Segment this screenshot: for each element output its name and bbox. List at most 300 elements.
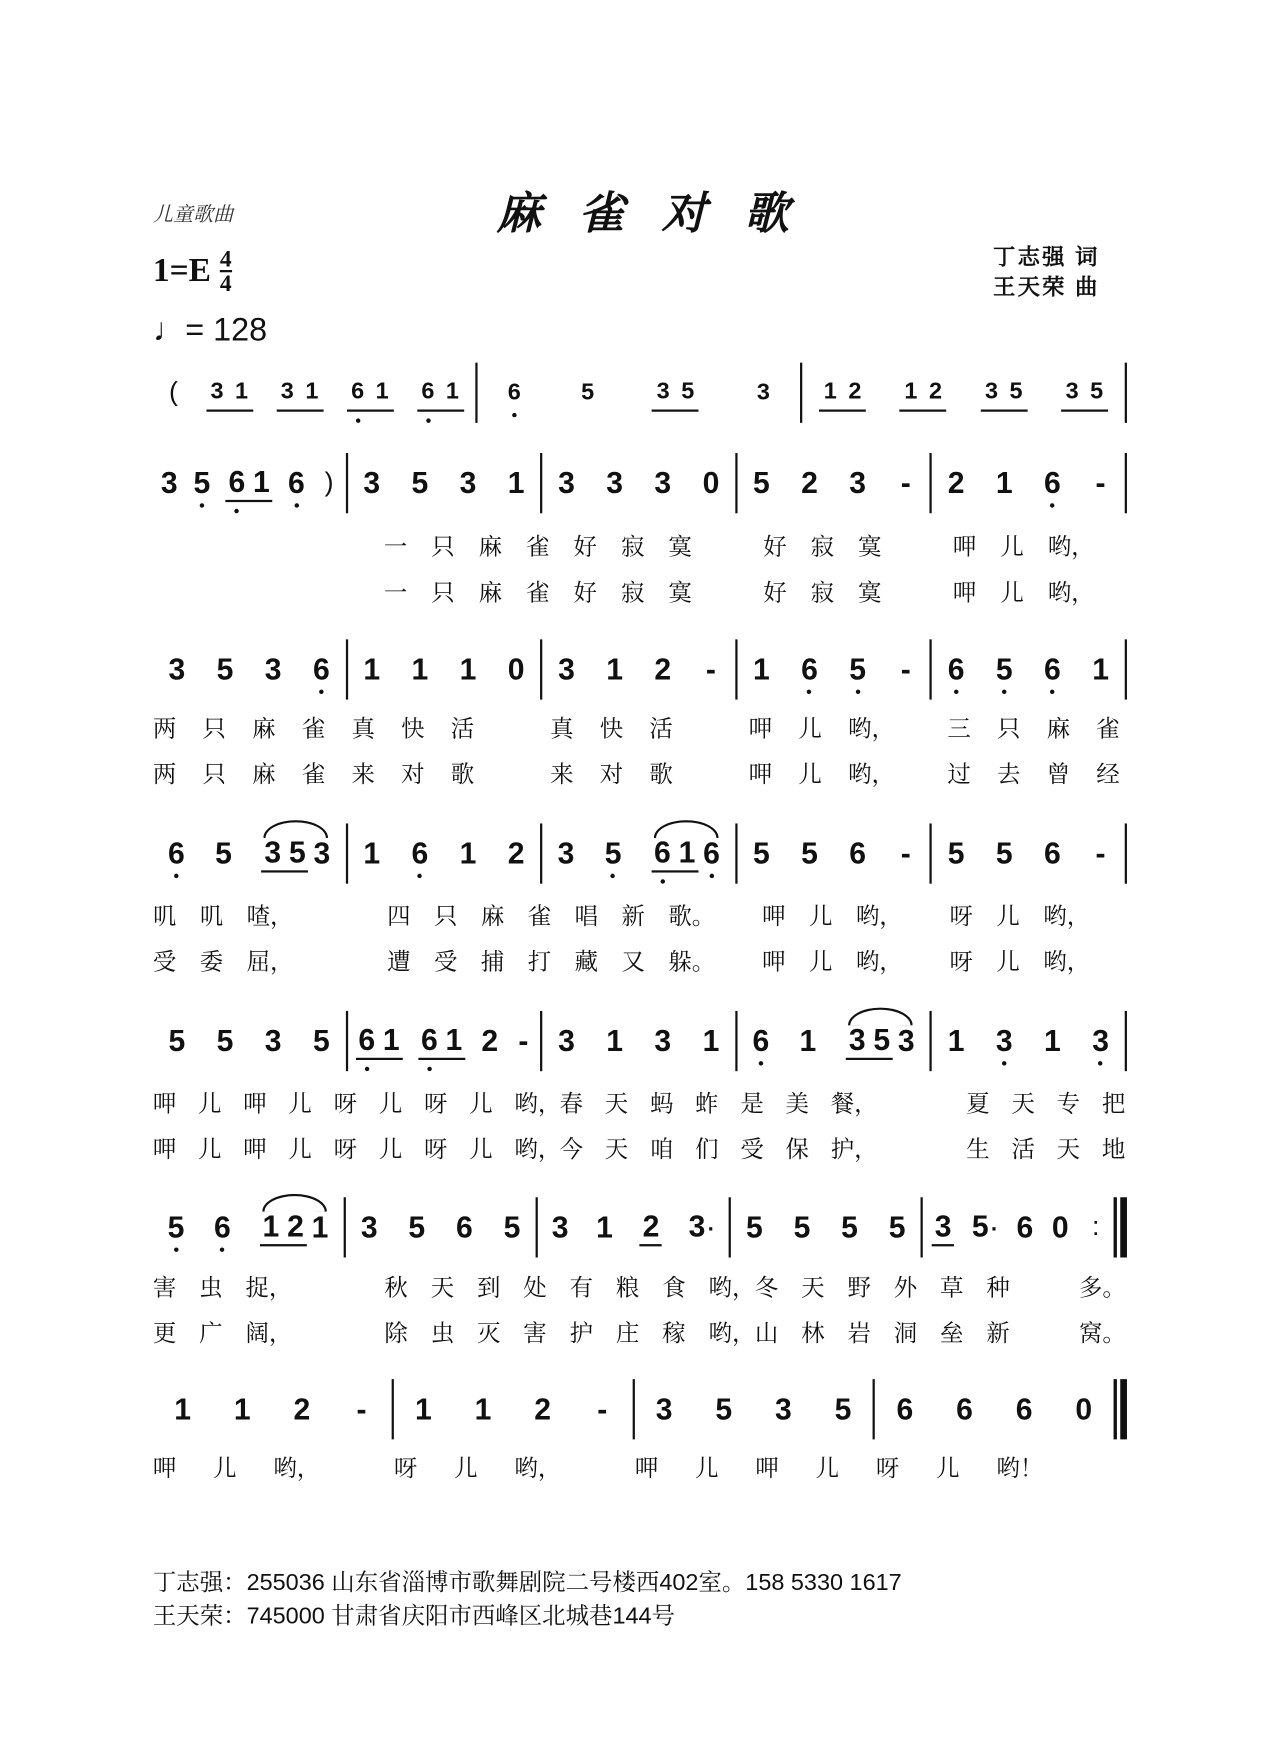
- note: 5: [411, 466, 429, 500]
- note: 1: [411, 652, 429, 687]
- note: 3: [313, 836, 331, 871]
- note: 5: [801, 836, 818, 871]
- lyric-syllable: 去: [996, 762, 1021, 788]
- lyric-syllable: 来: [550, 762, 574, 788]
- note: 6: [420, 1023, 438, 1056]
- barline: [1114, 1379, 1117, 1439]
- lyric-syllable: 雀: [526, 534, 550, 561]
- lyric-syllable: [338, 1316, 384, 1349]
- lyric-syllable: 呀: [333, 1137, 358, 1163]
- note: 1: [253, 464, 270, 499]
- note: 5: [216, 1024, 234, 1058]
- measure: [875, 1379, 1114, 1439]
- lyric-syllable: 寂: [810, 580, 835, 606]
- note: 5: [873, 1022, 891, 1057]
- tempo-marking: [153, 312, 267, 349]
- note: 6: [167, 837, 185, 870]
- measure: [538, 1197, 728, 1257]
- lyric-syllable: 害: [152, 1275, 177, 1302]
- note: 3: [995, 1024, 1013, 1057]
- eighth-note-group: [206, 374, 253, 411]
- note: 5: [581, 379, 595, 406]
- note: 1: [995, 466, 1013, 500]
- time-bottom: 4: [219, 270, 232, 297]
- note: 6: [703, 837, 721, 870]
- score-row-7: [153, 1379, 1127, 1439]
- key-label: 1=E: [152, 252, 212, 289]
- lyric-syllable: 虫: [199, 1275, 223, 1302]
- note: 3: [210, 377, 224, 404]
- note: 6: [411, 837, 429, 870]
- lyrics-verse-1: [153, 1451, 1057, 1484]
- lyric-syllable: 呀: [424, 1137, 448, 1163]
- slur-group: [260, 1209, 329, 1246]
- lyric-syllable: [1033, 1270, 1079, 1303]
- lyric-syllable: [575, 1451, 635, 1484]
- note: 5: [745, 1210, 763, 1245]
- lyric-syllable: 儿: [288, 1137, 312, 1163]
- measure: [731, 1197, 921, 1257]
- note: 3: [775, 1392, 792, 1426]
- note: 5: [752, 836, 770, 871]
- lyric-syllable: 对: [401, 762, 425, 788]
- measure: [932, 453, 1125, 513]
- note-extension: -: [1095, 466, 1106, 500]
- measure: [394, 1379, 633, 1439]
- repeat-sign: :: [1092, 1211, 1100, 1242]
- note: 3: [160, 466, 178, 500]
- lyric-syllable: 儿: [213, 1456, 237, 1482]
- note: 5: [888, 1210, 906, 1245]
- barline: [1125, 823, 1127, 883]
- measure: [153, 363, 475, 423]
- lyric-syllable: 只: [996, 716, 1021, 743]
- lyric-syllable: [905, 529, 952, 562]
- lyric-syllable: 哟，: [855, 949, 903, 976]
- lyric-syllable: 呀: [949, 949, 973, 976]
- lyric-syllable: 歌: [649, 762, 673, 788]
- note: 6: [752, 1024, 770, 1057]
- lyrics-verse-1: [384, 529, 1095, 562]
- note: 1: [1044, 1024, 1061, 1058]
- lyric-syllable: 儿: [469, 1137, 493, 1163]
- lyric-syllable: 虫: [430, 1321, 455, 1347]
- lyric-syllable: 捕: [480, 949, 505, 976]
- lyric-syllable: 野: [847, 1275, 871, 1302]
- note: 1: [799, 1024, 817, 1058]
- measure: [153, 1379, 392, 1439]
- lyric-syllable: 哟，: [1043, 903, 1091, 930]
- note: 2: [654, 652, 672, 687]
- note: 6: [455, 1210, 473, 1245]
- note: 5: [995, 836, 1013, 871]
- lyric-syllable: 生: [966, 1137, 990, 1163]
- note-extension: -: [356, 1392, 367, 1426]
- note: 6: [896, 1392, 914, 1426]
- lyric-syllable: 哟，: [514, 1091, 562, 1117]
- note: 6: [1044, 836, 1061, 871]
- lyric-syllable: 呷: [152, 1091, 177, 1117]
- measure: [802, 363, 1124, 423]
- lyric-syllable: 活: [1011, 1137, 1035, 1163]
- note: 6: [228, 465, 246, 498]
- note: 1: [445, 1022, 463, 1057]
- note: 6: [947, 653, 965, 686]
- lyric-syllable: 儿: [808, 949, 833, 976]
- note: 3: [363, 466, 381, 500]
- song-title: 麻雀对歌: [496, 187, 827, 240]
- low-octave-dot: [235, 508, 239, 512]
- note-extension: -: [518, 1024, 529, 1058]
- lyric-syllable: 受: [152, 949, 177, 976]
- note: 3: [654, 466, 672, 500]
- note: 1: [904, 377, 918, 404]
- lyric-syllable: 哟，: [1047, 580, 1095, 606]
- note: 3 ·: [688, 1208, 716, 1243]
- note-extension: -: [705, 652, 716, 687]
- low-octave-dot: [1002, 690, 1006, 694]
- note: 6: [505, 376, 523, 409]
- note: 5: [604, 837, 622, 870]
- note: 5: [995, 653, 1013, 686]
- note: 3: [558, 466, 575, 500]
- lyric-syllable: 雀: [527, 903, 552, 930]
- lyric-syllable: 处: [523, 1275, 547, 1302]
- note: 3: [654, 1024, 672, 1058]
- lyric-syllable: 三: [947, 716, 971, 743]
- note: 5: [841, 1210, 858, 1245]
- lyric-syllable: [293, 944, 340, 977]
- note: 6: [349, 374, 367, 407]
- lyric-syllable: 哟，: [1043, 949, 1091, 976]
- barline: [1125, 363, 1127, 423]
- lyric-syllable: 秋: [384, 1275, 408, 1302]
- lyric-syllable: 夏: [966, 1091, 990, 1117]
- slur-group: [262, 835, 331, 872]
- lyric-syllable: 麻: [1046, 716, 1071, 743]
- note: 5: [715, 1392, 733, 1426]
- lyric-syllable: 受: [434, 949, 458, 976]
- eighth-note-group: [1061, 374, 1108, 411]
- note-extension: -: [900, 836, 911, 871]
- lyric-syllable: 春: [559, 1091, 584, 1117]
- note: 1: [233, 1392, 251, 1426]
- lyric-syllable: 快: [599, 716, 624, 743]
- note: 1: [459, 836, 477, 871]
- lyrics-verse-2: [384, 575, 1095, 608]
- lyric-syllable: 呷: [952, 580, 977, 606]
- low-octave-dot: [200, 503, 204, 507]
- note: 5: [408, 1210, 426, 1245]
- note: 2: [947, 466, 965, 500]
- low-octave-dot: [1050, 503, 1054, 507]
- lyric-syllable: 捉，: [245, 1275, 293, 1302]
- lyric-syllable: 好: [763, 580, 787, 606]
- lyric-syllable: [715, 944, 762, 977]
- note: 5: [288, 835, 306, 869]
- barline: [1114, 1197, 1117, 1257]
- low-octave-dot: [294, 503, 298, 507]
- lyric-syllable: 雀: [301, 762, 326, 788]
- eighth-note-group: [980, 374, 1027, 411]
- lyric-syllable: 快: [401, 716, 425, 743]
- eighth-note-group: [640, 1209, 662, 1246]
- note: 1: [823, 377, 837, 404]
- lyric-syllable: [340, 944, 387, 977]
- lyric-syllable: 活: [450, 716, 475, 743]
- measure: [932, 823, 1125, 883]
- lyrics-verse-2: [153, 1131, 1147, 1164]
- lyric-syllable: 蚱: [695, 1091, 719, 1117]
- measure: [932, 639, 1125, 699]
- composer-credit: 王天荣 曲: [993, 275, 1100, 301]
- lyric-syllable: 窝。: [1078, 1321, 1126, 1347]
- note: 6: [801, 653, 819, 686]
- lyric-syllable: [1033, 1316, 1079, 1349]
- lyric-syllable: [876, 1131, 921, 1164]
- low-octave-dot: [355, 418, 359, 422]
- lyric-syllable: [699, 757, 749, 790]
- lyric-syllable: 只: [431, 580, 455, 606]
- barline: [1125, 1011, 1127, 1071]
- lyric-syllable: 天: [1056, 1137, 1081, 1163]
- measure: [153, 453, 346, 513]
- note-extension: -: [900, 652, 911, 687]
- lyric-syllable: 新: [621, 903, 645, 930]
- lyric-syllable: 躲。: [668, 949, 716, 976]
- lyric-syllable: 对: [599, 762, 624, 788]
- note-extension: -: [597, 1392, 608, 1426]
- rest: 0: [1075, 1392, 1093, 1426]
- lyric-syllable: 雀: [301, 716, 326, 743]
- lyric-syllable: 两: [152, 762, 177, 788]
- measure: [348, 1011, 541, 1071]
- lyric-syllable: 哟！: [996, 1456, 1044, 1482]
- lyrics-verse-1: [153, 1086, 1147, 1119]
- key-signature: [152, 245, 232, 297]
- time-signature: [219, 245, 232, 297]
- slur-group: [651, 835, 720, 872]
- note: 3: [264, 835, 282, 869]
- lyric-syllable: 外: [893, 1275, 918, 1302]
- measure: [348, 639, 541, 699]
- eighth-note-group: [846, 1023, 893, 1060]
- note: 2: [848, 377, 862, 404]
- lyric-syllable: 儿: [936, 1456, 960, 1482]
- lyric-syllable: 歌: [450, 762, 475, 788]
- note-extension: -: [1095, 836, 1106, 871]
- lyric-syllable: 儿: [695, 1456, 719, 1482]
- note: 3: [848, 1022, 866, 1057]
- note: 1: [702, 1024, 720, 1058]
- measure: [737, 823, 930, 883]
- note: 3: [985, 377, 999, 404]
- lyrics-verse-1: [153, 898, 1090, 931]
- note: 6: [1016, 1210, 1034, 1245]
- note: 3: [360, 1210, 378, 1245]
- note: 1: [174, 1392, 192, 1426]
- lyric-syllable: 真: [550, 716, 574, 743]
- lyric-syllable: 儿: [996, 903, 1020, 930]
- score-row-2: [153, 453, 1127, 513]
- lyric-syllable: 只: [434, 903, 458, 930]
- measure: [153, 823, 346, 883]
- lyric-syllable: 儿: [808, 903, 833, 930]
- measure: [542, 823, 735, 883]
- note: 2: [507, 836, 525, 871]
- lyric-syllable: 儿: [798, 716, 822, 743]
- eighth-note-group: [276, 374, 323, 411]
- lyric-syllable: 寞: [858, 580, 882, 606]
- lyric-syllable: 又: [621, 949, 645, 976]
- lyric-syllable: 屈，: [246, 949, 294, 976]
- score-row-1: [153, 363, 1127, 423]
- lyric-syllable: 好: [573, 580, 597, 606]
- note: 6: [287, 466, 305, 499]
- genre-label: 儿童歌曲: [152, 203, 234, 226]
- note: 6: [1015, 1392, 1033, 1426]
- lyric-syllable: 多。: [1078, 1275, 1126, 1302]
- lyric-syllable: 遭: [387, 949, 411, 976]
- lyric-syllable: [699, 711, 749, 744]
- low-octave-dot: [1050, 690, 1054, 694]
- lyric-syllable: 一: [383, 580, 408, 606]
- note: 3: [897, 1024, 915, 1058]
- lyricist-credit: 丁志强 词: [993, 245, 1100, 271]
- low-octave-dot: [426, 418, 430, 422]
- note: 5: [834, 1392, 852, 1426]
- lyric-syllable: 护: [569, 1321, 594, 1347]
- lyric-syllable: 四: [387, 903, 411, 930]
- lyric-syllable: 岩: [847, 1321, 871, 1347]
- note: 3: [557, 836, 575, 871]
- lyric-syllable: 呷: [152, 1456, 177, 1482]
- note: 5: [168, 1024, 186, 1058]
- note: 5: [215, 836, 232, 871]
- lyric-syllable: 草: [940, 1275, 964, 1302]
- lyric-syllable: 藏: [574, 949, 599, 976]
- note: 5: [193, 466, 211, 499]
- lyric-syllable: 呷: [243, 1091, 267, 1117]
- note: 2: [481, 1024, 499, 1058]
- lyric-syllable: 过: [947, 762, 971, 788]
- parenthesis: ): [324, 467, 334, 498]
- lyric-syllable: 更: [152, 1321, 177, 1347]
- lyric-syllable: 呷: [952, 534, 977, 561]
- note: 5: [1009, 377, 1023, 404]
- lyric-syllable: 儿: [454, 1456, 478, 1482]
- lyric-syllable: 委: [199, 949, 224, 976]
- lyric-syllable: 是: [740, 1091, 764, 1117]
- lyric-syllable: 呀: [424, 1091, 448, 1117]
- lyrics-verse-2: [153, 1316, 1125, 1349]
- lyric-syllable: [898, 757, 948, 790]
- eighth-note-group: [418, 1023, 465, 1060]
- rest: 0: [1051, 1210, 1069, 1245]
- note: 3: [849, 466, 867, 500]
- note: 1: [382, 1022, 400, 1057]
- lyrics-verse-1: [153, 711, 1146, 744]
- lyric-syllable: [876, 1086, 921, 1119]
- lyric-syllable: 阔，: [245, 1321, 293, 1347]
- low-octave-dot: [364, 1066, 368, 1070]
- lyric-syllable: 儿: [378, 1091, 403, 1117]
- lyric-syllable: 麻: [252, 716, 276, 743]
- score-row-6: [153, 1197, 1127, 1257]
- note: 3: [558, 1024, 575, 1058]
- barline: [1125, 453, 1127, 513]
- measure: [542, 639, 735, 699]
- note: 3: [280, 377, 294, 404]
- note: 3: [656, 377, 670, 404]
- lyric-syllable: 麻: [478, 534, 503, 561]
- low-octave-dot: [807, 690, 811, 694]
- lyrics-verse-2: [153, 944, 1090, 977]
- lyric-syllable: 麻: [252, 762, 276, 788]
- low-octave-dot: [512, 413, 516, 417]
- lyric-syllable: 哟，: [1047, 534, 1095, 561]
- lyric-syllable: 广: [199, 1321, 223, 1347]
- lyric-syllable: 寂: [620, 580, 645, 606]
- lyric-syllable: [715, 898, 762, 931]
- lyric-syllable: 只: [202, 716, 226, 743]
- note: 1: [606, 652, 624, 687]
- note: 1: [363, 652, 381, 687]
- lyric-syllable: 儿: [378, 1137, 403, 1163]
- note: 2: [642, 1208, 660, 1243]
- low-octave-dot: [611, 874, 615, 878]
- note: 1: [459, 652, 477, 687]
- note: 5: [947, 836, 965, 871]
- low-octave-dot: [319, 690, 323, 694]
- measure: [153, 1011, 346, 1071]
- measure: [348, 453, 541, 513]
- lyric-syllable: 粮: [615, 1275, 640, 1302]
- measure: [345, 1197, 535, 1257]
- lyric-syllable: 儿: [1000, 534, 1024, 561]
- note: 5: [849, 653, 867, 686]
- quarter-note-icon: ♩: [152, 312, 186, 349]
- lyric-syllable: 呷: [634, 1456, 659, 1482]
- measure: [153, 1197, 343, 1257]
- note: 3: [606, 466, 624, 500]
- note: 6: [1044, 653, 1062, 686]
- lyric-syllable: 经: [1096, 762, 1120, 788]
- lyric-syllable: 呀: [875, 1456, 900, 1482]
- eighth-note-group: [651, 835, 698, 872]
- lyric-syllable: [905, 575, 952, 608]
- composer-contact: 王天荣：745000 甘肃省庆阳市西峰区北城巷144号: [152, 1603, 676, 1630]
- note: 3: [1092, 1024, 1110, 1057]
- lyric-syllable: 儿: [288, 1091, 312, 1117]
- lyric-syllable: 食: [662, 1275, 686, 1302]
- lyric-syllable: 好: [573, 534, 597, 561]
- lyric-syllable: 儿: [198, 1091, 222, 1117]
- lyric-syllable: 哟，: [708, 1321, 756, 1347]
- lyric-syllable: 寞: [858, 534, 882, 561]
- lyric-syllable: 寂: [810, 534, 835, 561]
- note: 5: [1090, 377, 1104, 404]
- eighth-note-group: [346, 374, 393, 411]
- measure: [932, 1011, 1125, 1071]
- final-barline: [1120, 1379, 1127, 1439]
- lyric-syllable: [340, 898, 387, 931]
- note: 6: [956, 1392, 973, 1426]
- note: 1: [445, 377, 459, 404]
- lyric-syllable: 灭: [477, 1321, 501, 1347]
- low-octave-dot: [855, 690, 859, 694]
- low-octave-dot: [427, 1066, 431, 1070]
